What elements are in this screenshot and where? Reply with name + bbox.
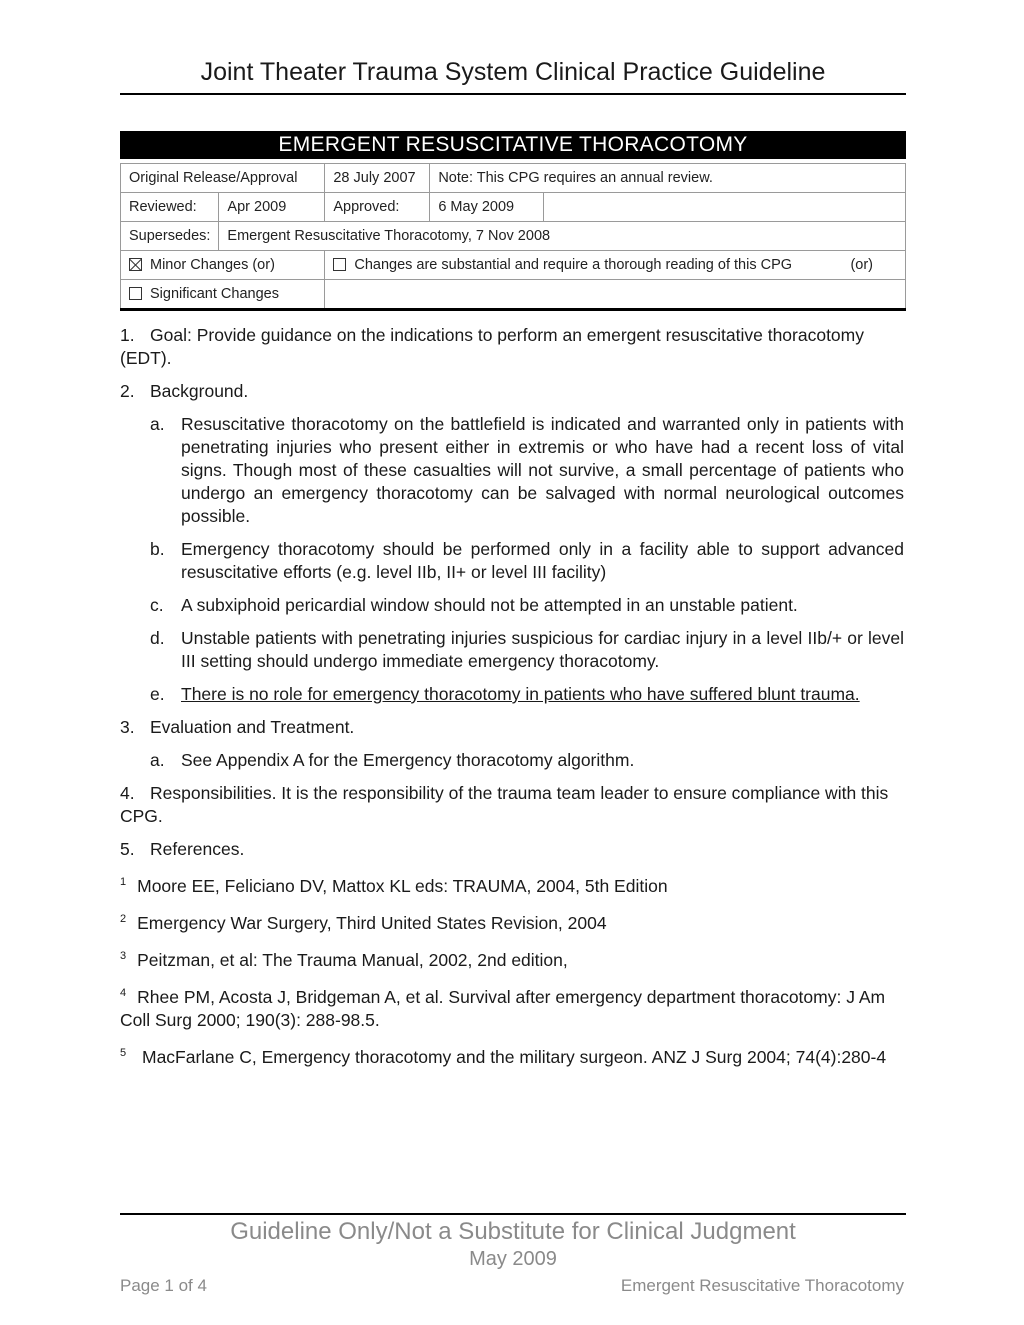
supersedes-label: Supersedes: [121,222,219,251]
document-title: EMERGENT RESUSCITATIVE THORACOTOMY [120,131,906,159]
approved-label: Approved: [325,193,430,222]
significant-row [121,280,906,310]
background-item [120,594,904,617]
minor-changes-cell [121,251,325,280]
responsibilities-section [120,782,904,828]
section-number: 2. [120,381,135,401]
reference-text: MacFarlane C, Emergency thoracotomy and the military surgeon. ANZ J Surg 2004; 74(4):280-4 [137,1047,887,1067]
item-text: A subxiphoid pericardial window should not be attempted in an unstable patient. [181,595,798,615]
evaluation-title: Evaluation and Treatment. [150,717,355,737]
item-label: c. [150,595,164,615]
supersedes-value: Emergent Resuscitative Thoracotomy, 7 Nov 2008 [219,222,906,251]
item-text: There is no role for emergency thoracotomy in patients who have suffered blunt trauma. [181,684,860,704]
footer-document-name: Emergent Resuscitative Thoracotomy [620,1276,904,1295]
background-item [120,538,904,584]
evaluation-heading [120,716,904,739]
reference-number: 1 [120,876,127,888]
section-number: 3. [120,717,135,737]
background-heading [120,380,904,403]
reference-text: Emergency War Surgery, Third United States Revision, 2004 [137,913,607,933]
substantial-changes-checkbox[interactable] [333,258,346,271]
or-label: (or) [850,257,873,273]
minor-changes-label: Minor Changes (or) [150,257,275,273]
empty-cell [325,280,906,310]
reviewed-date: Apr 2009 [219,193,325,222]
item-label: b. [150,539,165,559]
item-label: d. [150,628,165,648]
reference-item [120,871,904,898]
significant-changes-cell [121,280,325,310]
reference-number: 4 [120,987,127,999]
reference-number: 2 [120,913,127,925]
original-release-label: Original Release/Approval [121,164,325,193]
item-text: Emergency thoracotomy should be performed only in a facility able to support advanced resuscitative efforts (e.g. level IIb, II+ or level III facility) [181,539,904,582]
item-text: Unstable patients with penetrating injuries suspicious for cardiac injury in a level IIb/+ or level III setting should undergo immediate emergency thoracotomy. [181,628,904,671]
original-release-date: 28 July 2007 [325,164,430,193]
reference-item [120,982,904,1032]
approved-date: 6 May 2009 [430,193,544,222]
references-heading [120,838,904,861]
reviewed-label: Reviewed: [121,193,219,222]
item-text: See Appendix A for the Emergency thoracotomy algorithm. [181,750,635,770]
substantial-changes-cell [325,251,906,280]
background-item [120,413,904,528]
supersedes-row [121,222,906,251]
evaluation-item [120,749,904,772]
document-body [120,324,904,1079]
footer-tagline: Guideline Only/Not a Substitute for Clinical Judgment [230,1218,796,1245]
background-item [120,683,904,706]
item-label: e. [150,684,165,704]
reference-item [120,908,904,935]
significant-changes-checkbox[interactable] [129,287,142,300]
reference-text: Rhee PM, Acosta J, Bridgeman A, et al. Survival after emergency department thoracotomy: J Am Coll Surg 2000; 190(3): 288-98.5. [120,987,886,1030]
section-number: 1. [120,325,135,345]
substantial-changes-label: Changes are substantial and require a thorough reading of this CPG [354,257,793,273]
item-label: a. [150,750,165,770]
footer-divider [120,1213,906,1215]
reference-item [120,1042,904,1069]
item-label: a. [150,414,165,434]
background-item [120,627,904,673]
footer-date: May 2009 [469,1248,557,1270]
reference-text: Moore EE, Feliciano DV, Mattox KL eds: TRAUMA, 2004, 5th Edition [137,876,668,896]
header-title: Joint Theater Trauma System Clinical Practice Guideline [200,58,826,86]
section-number: 5. [120,839,135,859]
annual-review-note: Note: This CPG requires an annual review. [430,164,906,193]
empty-cell [544,193,906,222]
page-number: Page 1 of 4 [120,1276,207,1295]
responsibilities-text: Responsibilities. It is the responsibility of the trauma team leader to ensure compliance with this CPG. [120,783,889,826]
reference-number: 3 [120,950,127,962]
release-row [121,164,906,193]
page-header [120,58,906,95]
revision-table [120,163,906,311]
minor-changes-checkbox[interactable] [129,258,142,271]
goal-text: Goal: Provide guidance on the indications to perform an emergent resuscitative thoracotomy (EDT). [120,325,864,368]
goal-section [120,324,904,370]
references-title: References. [150,839,245,859]
reference-number: 5 [120,1047,127,1059]
reference-item [120,945,904,972]
changes-row [121,251,906,280]
review-row [121,193,906,222]
background-title: Background. [150,381,249,401]
section-number: 4. [120,783,135,803]
significant-changes-label: Significant Changes [150,286,279,302]
item-text: Resuscitative thoracotomy on the battlefield is indicated and warranted only in patients with penetrating injuries who present either in extremis or who have had a recent loss of vital signs. Though most of these casualties will not survive, a small percentage of patients who undergo an emergency thoracotomy can be salvaged with normal neurological outcomes possible. [181,414,904,526]
reference-text: Peitzman, et al: The Trauma Manual, 2002, 2nd edition, [137,950,568,970]
